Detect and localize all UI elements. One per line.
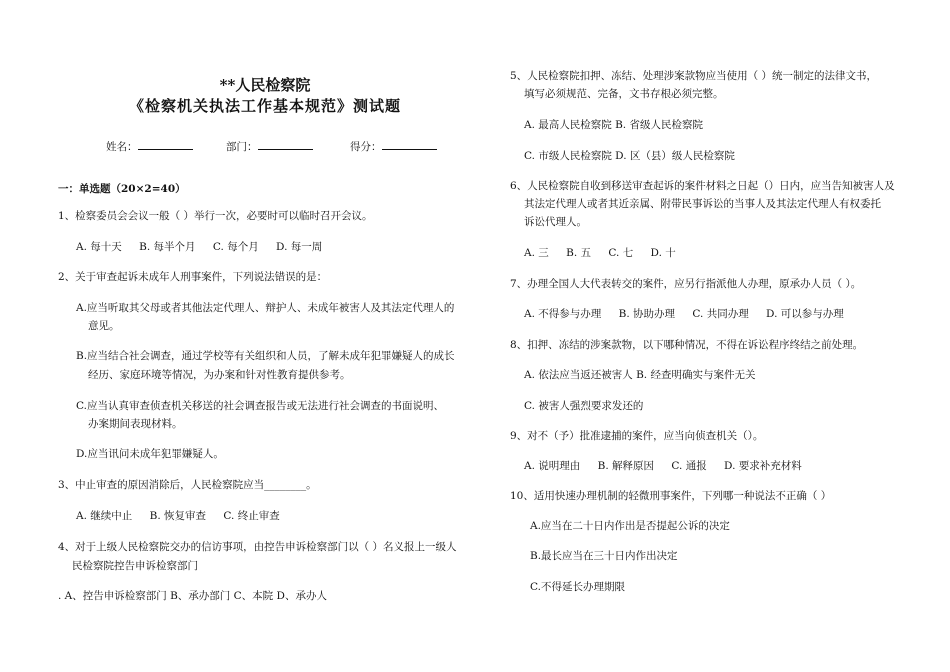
question-10-option-c[interactable]: C.不得延长办理期限 xyxy=(530,581,625,593)
question-7: 7、办理全国人大代表转交的案件，应另行指派他人办理，原承办人员（ ）。 xyxy=(510,278,862,290)
question-8-options-1[interactable]: A. 依法应当返还被害人 B. 经查明确实与案件无关 xyxy=(524,369,756,381)
question-2-option-a-cont: 意见。 xyxy=(88,320,120,332)
option[interactable]: A. 说明理由 xyxy=(524,460,581,472)
question-2-option-c-cont: 办案期间表现材料。 xyxy=(88,418,183,430)
exam-subtitle: 《检察机关执法工作基本规范》测试题 xyxy=(128,97,401,115)
dept-field[interactable] xyxy=(226,139,313,154)
dept-label: 部门： xyxy=(226,141,258,153)
section-title: 一：单选题（20×2=40） xyxy=(58,183,186,195)
question-3: 3、中止审查的原因消除后，人民检察院应当________。 xyxy=(58,479,317,491)
question-1: 1、检察委员会会议一般（ ）举行一次，必要时可以临时召开会议。 xyxy=(58,210,373,222)
question-5-options-2[interactable]: C. 市级人民检察院 D. 区（县）级人民检察院 xyxy=(524,150,735,162)
question-9-options xyxy=(524,459,816,473)
question-8-options-2[interactable]: C. 被害人强烈要求发还的 xyxy=(524,400,644,412)
question-4: 4、对于上级人民检察院交办的信访事项，由控告申诉检察部门以（ ）名义报上一级人 xyxy=(58,541,457,553)
option[interactable]: C. 七 xyxy=(608,247,634,259)
dept-blank[interactable] xyxy=(258,139,313,150)
option[interactable]: C. 终止审查 xyxy=(223,510,280,522)
option[interactable]: B. 协助办理 xyxy=(618,308,676,320)
option[interactable]: D. 十 xyxy=(650,247,676,259)
question-5-options-1[interactable]: A. 最高人民检察院 B. 省级人民检察院 xyxy=(524,119,703,131)
option[interactable]: A. 三 xyxy=(524,247,549,259)
option[interactable]: A. 继续中止 xyxy=(76,510,133,522)
question-6-cont: 其法定代理人或者其近亲属、附带民事诉讼的当事人及其法定代理人有权委托 xyxy=(524,198,881,210)
question-2-option-a[interactable]: A.应当听取其父母或者其他法定代理人、辩护人、未成年被害人及其法定代理人的 xyxy=(76,302,455,314)
score-label: 得分： xyxy=(350,141,382,153)
question-9: 9、对不（予）批准逮捕的案件，应当向侦查机关（）。 xyxy=(510,430,764,442)
option[interactable]: D. 可以参与办理 xyxy=(766,308,844,320)
question-4-cont: 民检察院控告申诉检察部门 xyxy=(72,560,198,572)
question-2: 2、关于审查起诉未成年人刑事案件，下列说法错误的是： xyxy=(58,271,328,283)
question-3-options xyxy=(76,509,294,523)
question-4-options[interactable]: . A、控告申诉检察部门 B、承办部门 C、本院 D、承办人 xyxy=(58,590,327,602)
option[interactable]: B. 五 xyxy=(566,247,592,259)
name-blank[interactable] xyxy=(138,139,193,150)
option[interactable]: B. 恢复审查 xyxy=(149,510,207,522)
option[interactable]: B. 每半个月 xyxy=(139,241,196,253)
question-5: 5、人民检察院扣押、冻结、处理涉案款物应当使用（ ）统一制定的法律文书， xyxy=(510,70,878,82)
question-6: 6、人民检察院自收到移送审查起诉的案件材料之日起（）日内，应当告知被害人及 xyxy=(510,180,895,192)
question-10-option-b[interactable]: B.最长应当在三十日内作出决定 xyxy=(530,550,678,562)
question-2-option-c[interactable]: C.应当认真审查侦查机关移送的社会调查报告或无法进行社会调查的书面说明、 xyxy=(76,400,444,412)
score-field[interactable] xyxy=(350,139,437,154)
question-5-cont: 填写必须规范、完备，文书存根必须完整。 xyxy=(524,88,724,100)
question-10-option-a[interactable]: A.应当在二十日内作出是否提起公诉的决定 xyxy=(530,520,730,532)
question-2-option-d[interactable]: D.应当讯问未成年犯罪嫌疑人。 xyxy=(76,448,224,460)
option[interactable]: C. 共同办理 xyxy=(692,308,749,320)
option[interactable]: D. 要求补充材料 xyxy=(724,460,802,472)
score-blank[interactable] xyxy=(382,139,437,150)
question-8: 8、扣押、冻结的涉案款物，以下哪种情况，不得在诉讼程序终结之前处理。 xyxy=(510,339,864,351)
question-1-options xyxy=(76,240,336,254)
option[interactable]: D. 每一周 xyxy=(276,241,323,253)
option[interactable]: A. 每十天 xyxy=(76,241,122,253)
question-7-options xyxy=(524,307,858,321)
question-6-cont2: 诉讼代理人。 xyxy=(524,216,587,228)
question-6-options xyxy=(524,246,690,260)
option[interactable]: A. 不得参与办理 xyxy=(524,308,602,320)
option[interactable]: C. 每个月 xyxy=(212,241,259,253)
question-2-option-b[interactable]: B.应当结合社会调查，通过学校等有关组织和人员，了解未成年犯罪嫌疑人的成长 xyxy=(76,350,455,362)
question-10: 10、适用快速办理机制的轻微刑事案件，下列哪一种说法不正确（ ） xyxy=(510,490,832,502)
name-label: 姓名： xyxy=(106,141,138,153)
option[interactable]: C. 通报 xyxy=(671,460,707,472)
name-field[interactable] xyxy=(106,139,193,154)
question-2-option-b-cont: 经历、家庭环境等情况，为办案和针对性教育提供参考。 xyxy=(88,369,351,381)
option[interactable]: B. 解释原因 xyxy=(597,460,655,472)
exam-title: **人民检察院 xyxy=(219,76,311,94)
